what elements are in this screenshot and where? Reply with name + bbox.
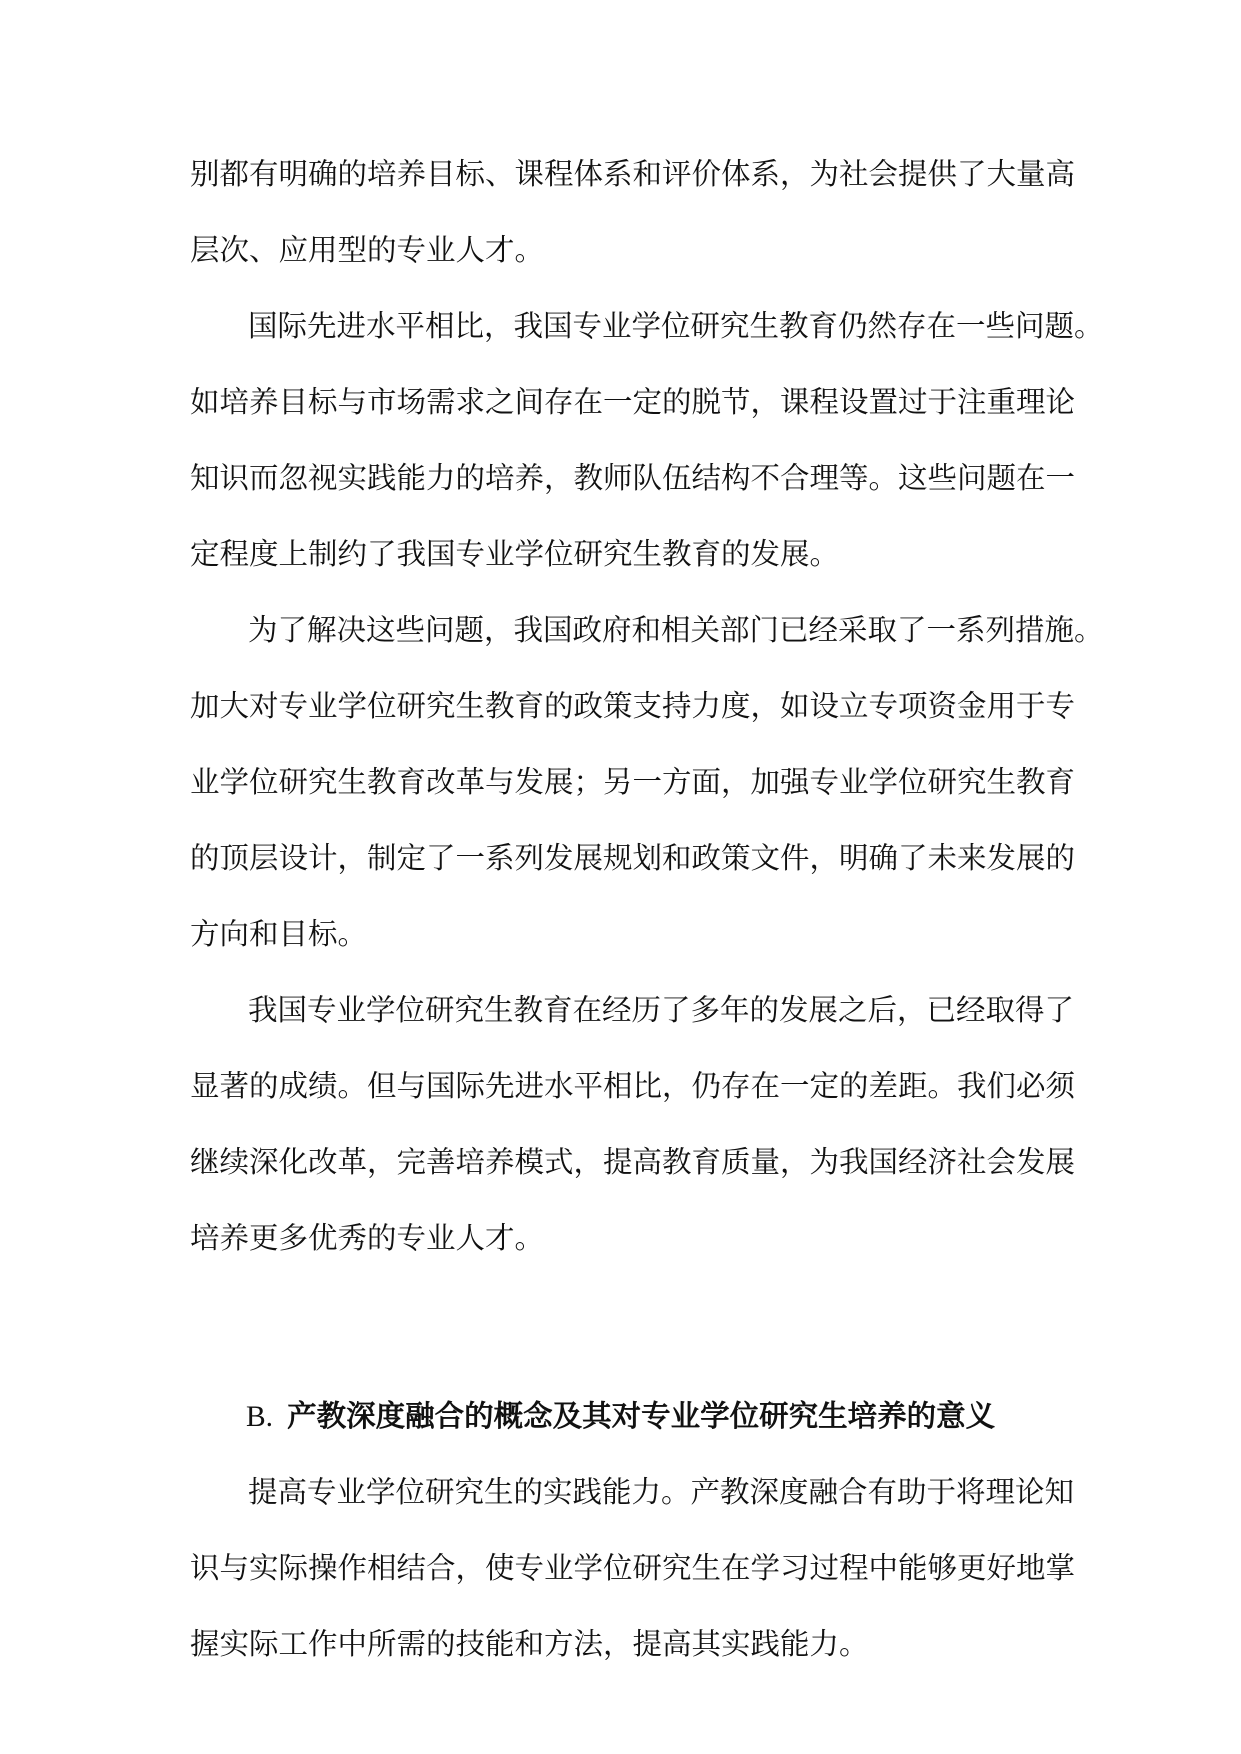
section-heading-text: 产教深度融合的概念及其对专业学位研究生培养的意义 — [287, 1398, 996, 1433]
paragraph-line: 提高专业学位研究生的实践能力。产教深度融合有助于将理论知 — [248, 1475, 1075, 1509]
paragraph-line: 如培养目标与市场需求之间存在一定的脱节，课程设置过于注重理论 — [190, 385, 1076, 419]
paragraph-line: 业学位研究生教育改革与发展；另一方面，加强专业学位研究生教育 — [190, 765, 1076, 799]
paragraph-line: 方向和目标。 — [190, 917, 368, 951]
paragraph-5 — [190, 1454, 1076, 1682]
section-spacer — [190, 1276, 1070, 1378]
paragraph-line: 层次、应用型的专业人才。 — [190, 233, 545, 267]
paragraph-line: 我国专业学位研究生教育在经历了多年的发展之后，已经取得了 — [248, 993, 1075, 1027]
paragraph-line: 培养更多优秀的专业人才。 — [190, 1221, 545, 1255]
paragraph-line: 继续深化改革，完善培养模式，提高教育质量，为我国经济社会发展 — [190, 1145, 1076, 1179]
paragraph-line: 知识而忽视实践能力的培养，教师队伍结构不合理等。这些问题在一 — [190, 461, 1076, 495]
paragraph-line: 定程度上制约了我国专业学位研究生教育的发展。 — [190, 537, 840, 571]
paragraph-line: 握实际工作中所需的技能和方法，提高其实践能力。 — [190, 1627, 869, 1661]
paragraph-line: 加大对专业学位研究生教育的政策支持力度，如设立专项资金用于专 — [190, 689, 1076, 723]
document-body — [190, 136, 1104, 1682]
paragraph-line: 显著的成绩。但与国际先进水平相比，仍存在一定的差距。我们必须 — [190, 1069, 1076, 1103]
paragraph-line: 的顶层设计，制定了一系列发展规划和政策文件，明确了未来发展的 — [190, 841, 1076, 875]
section-heading-marker: B. — [246, 1401, 274, 1433]
paragraph-1 — [190, 136, 1076, 288]
paragraph-3 — [190, 592, 1104, 972]
paragraph-line: 为了解决这些问题，我国政府和相关部门已经采取了一系列措施。 — [248, 613, 1104, 647]
paragraph-4 — [190, 972, 1076, 1276]
paragraph-line: 识与实际操作相结合，使专业学位研究生在学习过程中能够更好地掌 — [190, 1551, 1076, 1585]
section-heading — [190, 1378, 1070, 1454]
paragraph-2 — [190, 288, 1104, 592]
paragraph-line: 别都有明确的培养目标、课程体系和评价体系，为社会提供了大量高 — [190, 157, 1076, 191]
paragraph-line: 国际先进水平相比，我国专业学位研究生教育仍然存在一些问题。 — [248, 309, 1104, 343]
